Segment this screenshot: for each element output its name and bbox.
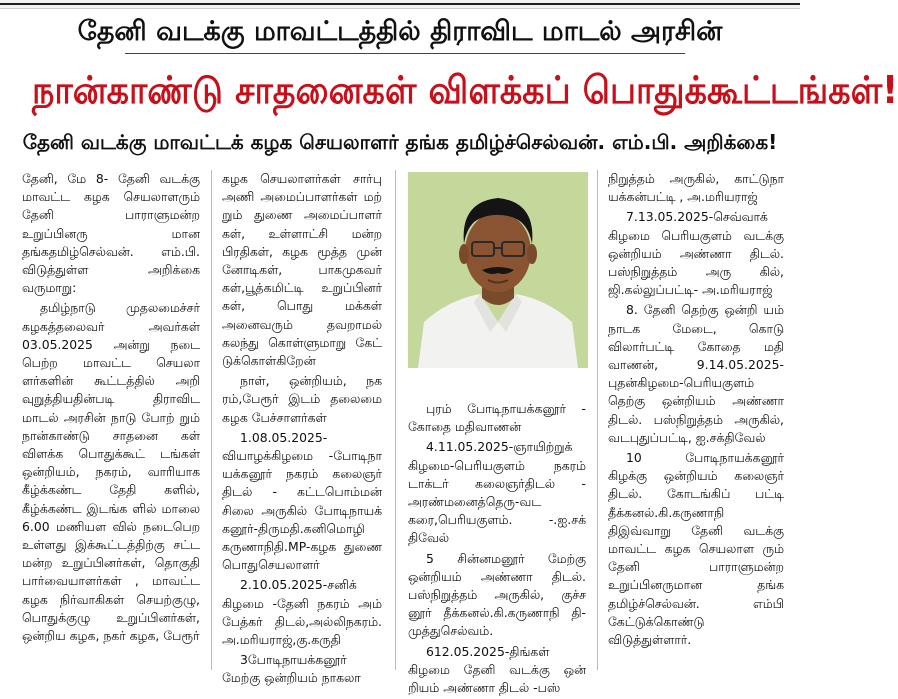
top-border xyxy=(0,0,800,9)
body-paragraph: தமிழ்நாடு முதலமைச்சர் கழகத்தலைவர் அவர்கள் 03.05.2025 அன்று நடை பெற்ற மாவட்ட செயலா ளர்களின் கூட்டத்தில் அறி வுறுத்தியதின்படி திராவிட மாடல் அரசின் நாடு போற் றும் நான்காண்டு சாதனை கள் விளக்க பொதுக்கூட் டங்கள் ஒன்றியம், நகரம், வாரியாக கீழ்க்கண்ட தேதி களில், கீழ்க்கண்ட இடங்க ளில் மாலை 6.00 மணியள வில் நடைபெற உள்ளது இக்கூட்டத்திற்கு சட்ட மன்ற உறுப்பினர்கள், தொகுதி பார்வையாளர்கள் , மாவட்ட கழக நிர்வாகிகள் செயற்குழு, பொதுக்குழு உறுப்பினர்கள், ஒன்றிய கழக, நகர் கழக, பேரூர் xyxy=(22,300,200,644)
schedule-item: 3போடிநாயக்கனூர் மேற்கு ஒன்றியம் நாகலா xyxy=(222,652,361,686)
schedule-item: 612.05.2025-திங்கள் கிழமை தேனி வடக்கு ஒன் றியம் அண்ணா திடல் -பஸ் xyxy=(408,643,586,696)
article-column-3 xyxy=(408,400,586,699)
main-headline: நான்காண்டு சாதனைகள் விளக்கப் பொதுக்கூட்டங்கள்! xyxy=(32,68,898,112)
body-paragraph: நிறுத்தம் அருகில், காட்டுநா யக்கன்பட்டி , அ.மரியராஜ் xyxy=(608,171,784,205)
schedule-item: 1.08.05.2025- வியாழக்கிழமை -போடிநா யக்கனூர் நகரம் கலைஞர் திடல் - கட்டபொம்மன் சிலை அருகில் போடிநாயக் கனூர்-திருமதி.கனிமொழி கருணாநிதி.MP-கழக துணை பொதுசெயலாளர் xyxy=(222,429,382,573)
schedule-item: 8. தேனி தெற்கு ஒன்றி யம் நாடக மேடை, கொடு விலார்பட்டி கோதை மதி வாணன், 9.14.05.2025- புதன்கிழமை-பெரியகுளம் தெற்கு ஒன்றியம் அண்ணா திடல். பஸ்நிறுத்தம் அருகில், வடபுதுப்பட்டி, ஐ.சக்திவேல் xyxy=(608,302,784,445)
kicker-headline: தேனி வடக்கு மாவட்டத்தில் திராவிட மாடல் அரசின் xyxy=(77,16,723,47)
dateline-paragraph: தேனி, மே 8- தேனி வடக்கு மாவட்ட கழக செயலாளரும் தேனி பாராளுமன்ற உறுப்பினரு மான தங்கதமிழ்செல்வன். எம்.பி. விடுத்துள்ள அறிக்கை வருமாறு: xyxy=(22,171,200,296)
article-column-2 xyxy=(222,170,382,690)
column-divider xyxy=(211,170,212,670)
schedule-item: 7.13.05.2025-செவ்வாக் கிழமை பெரியகுளம் வடக்கு ஒன்றியம் அண்ணா திடல். பஸ்நிறுத்தம் அரு கில், ஜி.கல்லுப்பட்டி- அ.மரியராஜ் xyxy=(608,209,784,298)
body-paragraph: கழக செயலாளர்கள் சார்பு அணி அமைப்பாளர்கள் மற் றும் துணை அமைப்பாளர் கள், உள்ளாட்சி மன்ற பிரதிகள், கழக மூத்த முன் னோடிகள், பாகமுகவர் கள்,பூத்கமிட்டி உறுப்பினர் கள், பொது மக்கள் அனைவரும் தவறாமல் கலந்து கொள்ளுமாறு கேட் டுக்கொள்கிறேன் xyxy=(222,171,382,369)
schedule-item: 10 போடிநாயக்கனூர் கிழக்கு ஒன்றியம் கலைஞர் திடல். கோடங்கிப் பட்டி தீக்கனல்.கி.கருணாநி திஇவ்வாறு தேனி வடக்கு மாவட்ட கழக செயலாள ரும் தேனி பாராளுமன்ற உறுப்பினருமான தங்க தமிழ்ச்செல்வன். எம்பி கேட்டுக்கொண்டு விடுத்துள்ளார். xyxy=(608,450,784,648)
portrait-photo xyxy=(408,172,588,368)
column-divider xyxy=(597,170,598,670)
kicker-underline xyxy=(125,53,685,54)
schedule-item: 2.10.05.2025-சனிக் கிழமை -தேனி நகரம் அம் பேத்கர் திடல்,அல்லிநகரம். அ.மரியராஜ்,கு.கருதி xyxy=(222,577,382,648)
schedule-item: 4.11.05.2025-ஞாயிற்றுக் கிழமை-பெரியகுளம் நகரம் டாக்டர் கலைஞர்திடல் - அரண்மனைத்தெரு-வட கரை,பெரியகுளம். -.ஐ.சக் திவேல் xyxy=(408,439,586,546)
subheadline: தேனி வடக்கு மாவட்டக் கழக செயலாளர் தங்க தமிழ்ச்செல்வன். எம்.பி. அறிக்கை! xyxy=(22,130,778,154)
column-divider xyxy=(395,170,396,670)
body-paragraph: நாள், ஒன்றியம், நக ரம்,பேரூர் இடம் தலைமை கழக பேச்சாளர்கள் xyxy=(222,373,382,425)
man-portrait-icon xyxy=(408,172,588,368)
schedule-item: 5 சின்னமனூர் மேற்கு ஒன்றியம் அண்ணா திடல். பஸ்நிறுத்தம் அருகில், குச்ச னூர் தீக்கனல்.கி.கருணாநி தி-முத்துசெல்வம். xyxy=(408,550,586,639)
body-paragraph: புரம் போடிநாயக்கனூர் - கோதை மதிவாணன் xyxy=(408,401,586,435)
article-column-1 xyxy=(22,170,200,647)
article-column-4 xyxy=(608,170,784,651)
